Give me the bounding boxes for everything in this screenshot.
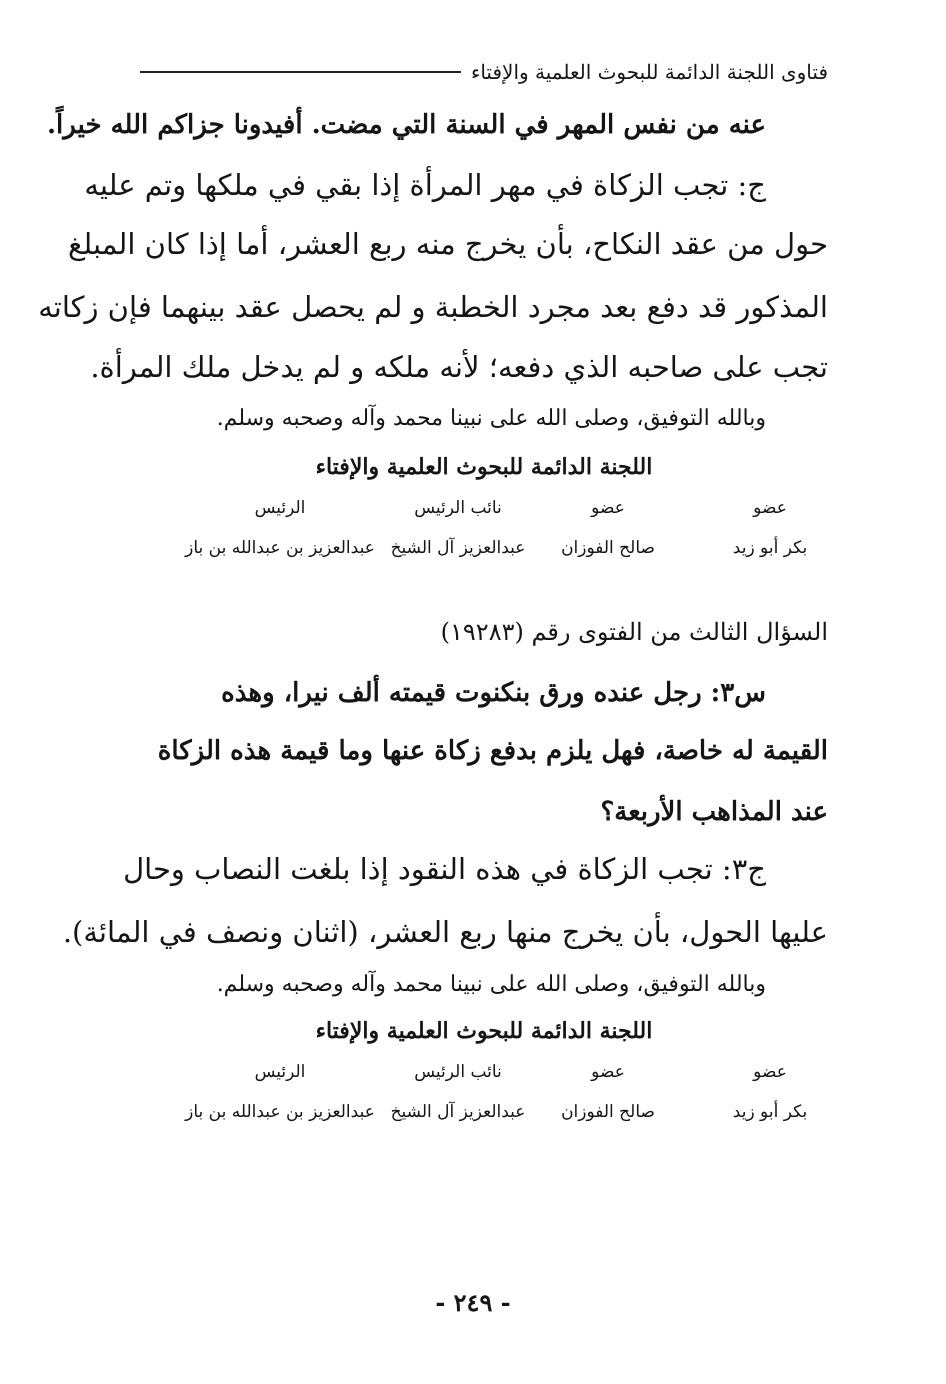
committee-name: اللجنة الدائمة للبحوث العلمية والإفتاء: [315, 1018, 653, 1044]
running-header: [140, 52, 828, 92]
signature-role: نائب الرئيس: [414, 498, 502, 518]
signature-name: عبدالعزيز بن عبدالله بن باز: [185, 1102, 375, 1122]
signature-role: عضو: [753, 498, 787, 518]
signature-name: بكر أبو زيد: [732, 1102, 808, 1122]
signature-role: عضو: [591, 1062, 625, 1082]
signature-role: عضو: [591, 498, 625, 518]
closing-prayer: وبالله التوفيق، وصلى الله على نبينا محمد وآله وصحبه وسلم.: [216, 972, 766, 997]
signature-name: صالح الفوزان: [561, 1102, 655, 1122]
answer-line: ج: تجب الزكاة في مهر المرأة إذا بقي في ملكها وتم عليه: [84, 168, 766, 202]
answer-line: تجب على صاحبه الذي دفعه؛ لأنه ملكه و لم يدخل ملك المرأة.: [90, 350, 828, 384]
question-line: القيمة له خاصة، فهل يلزم بدفع زكاة عنها وما قيمة هذه الزكاة: [157, 736, 828, 766]
question-heading: السؤال الثالث من الفتوى رقم (١٩٢٨٣): [440, 618, 828, 646]
signature-name: عبدالعزيز آل الشيخ: [390, 1102, 526, 1122]
answer-line: حول من عقد النكاح، بأن يخرج منه ربع العشر، أما إذا كان المبلغ: [68, 227, 828, 261]
signature-names: [140, 538, 828, 568]
answer-line: عليها الحول، بأن يخرج منها ربع العشر، (اثنان ونصف في المائة).: [62, 915, 828, 949]
question-line: عند المذاهب الأربعة؟: [600, 797, 828, 827]
signature-roles: [140, 1062, 828, 1092]
signature-role: الرئيس: [254, 498, 306, 518]
signature-names: [140, 1102, 828, 1132]
header-title: فتاوى اللجنة الدائمة للبحوث العلمية والإفتاء: [470, 60, 828, 84]
closing-prayer: وبالله التوفيق، وصلى الله على نبينا محمد وآله وصحبه وسلم.: [216, 406, 766, 431]
header-rule: [140, 71, 461, 73]
signature-role: الرئيس: [254, 1062, 306, 1082]
answer-line: ج٣: تجب الزكاة في هذه النقود إذا بلغت النصاب وحال: [123, 852, 766, 886]
question-continuation-line: عنه من نفس المهر في السنة التي مضت. أفيدونا جزاكم الله خيراً.: [47, 110, 766, 140]
signature-roles: [140, 498, 828, 528]
page-number: - ٢٤٩ -: [435, 1288, 511, 1317]
signature-role: نائب الرئيس: [414, 1062, 502, 1082]
signature-role: عضو: [753, 1062, 787, 1082]
signature-name: عبدالعزيز آل الشيخ: [390, 538, 526, 558]
answer-line: المذكور قد دفع بعد مجرد الخطبة و لم يحصل عقد بينهما فإن زكاته: [38, 290, 828, 324]
committee-name: اللجنة الدائمة للبحوث العلمية والإفتاء: [315, 454, 653, 480]
signature-name: عبدالعزيز بن عبدالله بن باز: [185, 538, 375, 558]
signature-name: بكر أبو زيد: [732, 538, 808, 558]
signature-name: صالح الفوزان: [561, 538, 655, 558]
question-line: س٣: رجل عنده ورق بنكنوت قيمته ألف نيرا، وهذه: [221, 678, 766, 708]
